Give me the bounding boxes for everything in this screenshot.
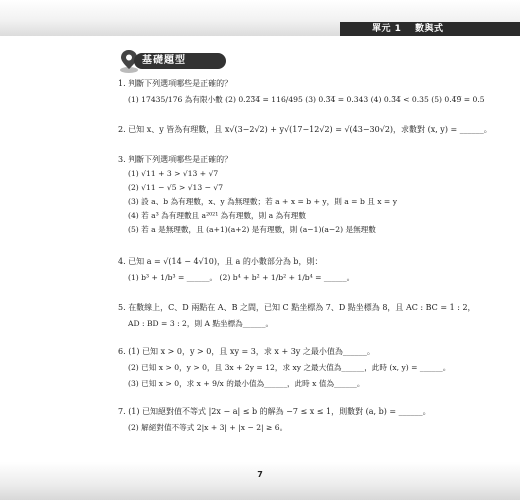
question-number: 5.	[118, 303, 126, 312]
question-1-options: (1) 17435/176 為有限小數 (2) 0.2̅3̅4̅ = 116/495 (3) 0.3̅4̅ = 0.343 (4) 0.3̅4̅ < 0.35 (5) 0.4̅9̅ = 0.5	[128, 95, 485, 104]
question-number: 6.	[118, 347, 126, 356]
page-number: 7	[257, 470, 263, 479]
question-number: 7.	[118, 407, 126, 416]
page-header	[0, 0, 520, 36]
header-text	[372, 22, 454, 36]
question-text: 已知 a = √(14 − 4√10)，且 a 的小數部分為 b，則：	[128, 257, 323, 266]
question-number: 4.	[118, 257, 126, 266]
page-footer	[0, 462, 520, 500]
unit-label: 單元 1	[372, 24, 402, 34]
question-1	[118, 78, 232, 90]
question-3-option-3: (3) 設 a、b 為有理數，x、y 為無理數；若 a + x = b + y，則 a = b 且 x = y	[128, 197, 397, 206]
unit-title: 數與式	[415, 24, 444, 34]
question-3	[118, 154, 232, 166]
question-3-option-2: (2) √11 − √5 > √13 − √7	[128, 183, 224, 192]
section-title: 基礎題型	[134, 53, 226, 69]
question-4-parts: (1) b³ + 1/b³ = ______。 (2) b⁴ + b² + 1/b² + 1/b⁴ = ______。	[128, 273, 355, 282]
question-5	[118, 302, 476, 314]
question-text: 已知 x、y 皆為有理數，且 x√(3−2√2) + y√(17−12√2) = √(43−30√2)，求數對 (x, y) = ______。	[128, 125, 492, 134]
question-number: 3.	[118, 155, 126, 164]
question-6	[118, 346, 375, 358]
question-3-option-1: (1) √11 + 3 > √13 + √7	[128, 169, 219, 178]
question-6-part-3: (3) 已知 x > 0，求 x + 9/x 的最小值為______，此時 x 值為______。	[128, 379, 365, 388]
question-4	[118, 256, 322, 268]
question-3-option-4: (4) 若 a³ 為有理數且 a²⁰²¹ 為有理數，則 a 為有理數	[128, 211, 306, 220]
question-text: (1) 已知 x > 0，y > 0，且 xy = 3，求 x + 3y 之最小值為______。	[128, 347, 375, 356]
question-7-part-2: (2) 解絕對值不等式 2|x + 3| + |x − 2| ≥ 6。	[128, 423, 288, 432]
question-6-part-2: (2) 已知 x > 0，y > 0，且 3x + 2y = 12，求 xy 之最大值為______，此時 (x, y) = ______。	[128, 363, 451, 372]
question-3-option-5: (5) 若 a 是無理數，且 (a+1)(a+2) 是有理數，則 (a−1)(a−2) 是無理數	[128, 225, 376, 234]
question-text: 判斷下列選項哪些是正確的？	[128, 79, 233, 88]
question-7	[118, 406, 431, 418]
question-text: (1) 已知絕對值不等式 |2x − a| ≤ b 的解為 −7 ≤ x ≤ 1，則數對 (a, b) = ______。	[128, 407, 431, 416]
question-2	[118, 124, 492, 136]
question-text: 判斷下列選項哪些是正確的？	[128, 155, 233, 164]
question-number: 1.	[118, 79, 126, 88]
question-5-cont: AD : BD = 3 : 2，則 A 點坐標為______。	[128, 319, 274, 328]
question-text: 在數線上，C、D 兩點在 A、B 之間，已知 C 點坐標為 7、D 點坐標為 8，且 AC : BC = 1 : 2，	[128, 303, 476, 312]
question-number: 2.	[118, 125, 126, 134]
